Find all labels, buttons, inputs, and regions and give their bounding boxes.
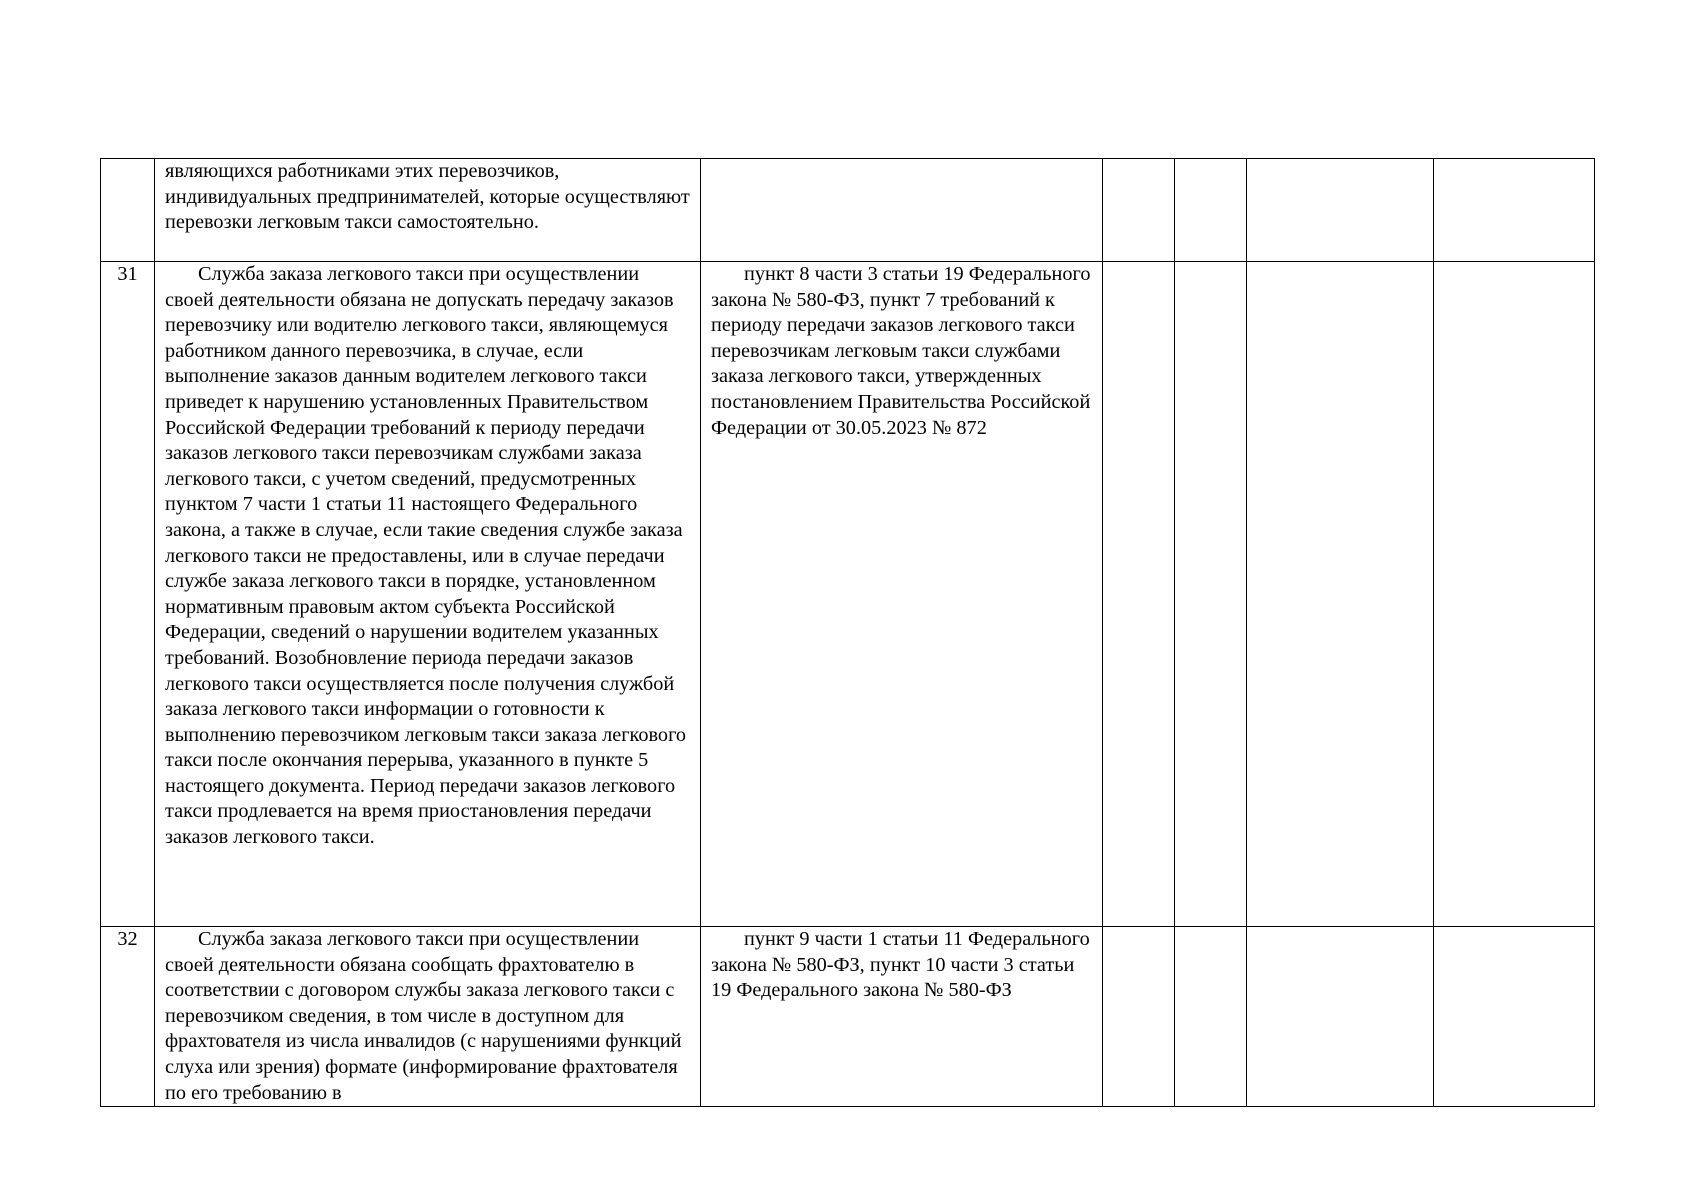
empty-cell — [1103, 927, 1175, 1107]
legal-basis-text — [701, 927, 1103, 1107]
requirement-text — [155, 262, 701, 927]
empty-cell — [1434, 262, 1595, 927]
legal-basis-text — [701, 159, 1103, 262]
empty-cell — [1247, 927, 1434, 1107]
empty-cell — [1434, 159, 1595, 262]
legal-basis-paragraph: пункт 8 части 3 статьи 19 Федерального закона № 580-ФЗ, пункт 7 требований к периоду передачи заказов легкового такси перевозчикам легковым такси службами заказа легкового такси, утвержденных постановлением Правительства Российской Федерации от 30.05.2023 № 872 — [711, 263, 1091, 439]
requirements-table — [100, 158, 1595, 1107]
empty-cell — [1247, 262, 1434, 927]
table-row — [101, 262, 1595, 927]
table-row — [101, 927, 1595, 1107]
legal-basis-text — [701, 262, 1103, 927]
requirement-text — [155, 927, 701, 1107]
empty-cell — [1103, 159, 1175, 262]
empty-cell — [1434, 927, 1595, 1107]
row-number — [101, 159, 155, 262]
requirement-paragraph: Служба заказа легкового такси при осуществлении своей деятельности обязана сообщать фрахтователю в соответствии с договором службы заказа легкового такси с перевозчиком сведения, в том числе в доступном для фрахтователя из числа инвалидов (с нарушениями функций слуха или зрения) формате (информирование фрахтователя по его требованию в — [165, 928, 682, 1104]
table-row — [101, 159, 1595, 262]
requirement-paragraph: являющихся работниками этих перевозчиков, индивидуальных предпринимателей, которые осуществляют перевозки легковым такси самостоятельно. — [165, 160, 690, 234]
row-number: 32 — [101, 927, 155, 1107]
row-number: 31 — [101, 262, 155, 927]
empty-cell — [1175, 927, 1247, 1107]
empty-cell — [1175, 159, 1247, 262]
requirement-text — [155, 159, 701, 262]
requirement-paragraph: Служба заказа легкового такси при осуществлении своей деятельности обязана не допускать передачу заказов перевозчику или водителю легкового такси, являющемуся работником данного перевозчика, в случае, если выполнение заказов данным водителем легкового такси приведет к нарушению установленных Правительством Российской Федерации требований к периоду передачи заказов легкового такси перевозчикам службами заказа легкового такси, с учетом сведений, предусмотренных пунктом 7 части 1 статьи 11 настоящего Федерального закона, а также в случае, если такие сведения службе заказа легкового такси не предоставлены, или в случае передачи службе заказа легкового такси в порядке, установленном нормативным правовым актом субъекта Российской Федерации, сведений о нарушении водителем указанных требований. Возобновление периода передачи заказов легкового такси осуществляется после получения службой заказа легкового такси информации о готовности к выполнению перевозчиком легковым такси заказа легкового такси после окончания перерыва, указанного в пункте 5 настоящего документа. Период передачи заказов легкового такси продлевается на время приостановления передачи заказов легкового такси. — [165, 263, 687, 849]
empty-cell — [1103, 262, 1175, 927]
empty-cell — [1247, 159, 1434, 262]
empty-cell — [1175, 262, 1247, 927]
legal-basis-paragraph: пункт 9 части 1 статьи 11 Федерального закона № 580-ФЗ, пункт 10 части 3 статьи 19 Федерального закона № 580-ФЗ — [711, 928, 1090, 1002]
